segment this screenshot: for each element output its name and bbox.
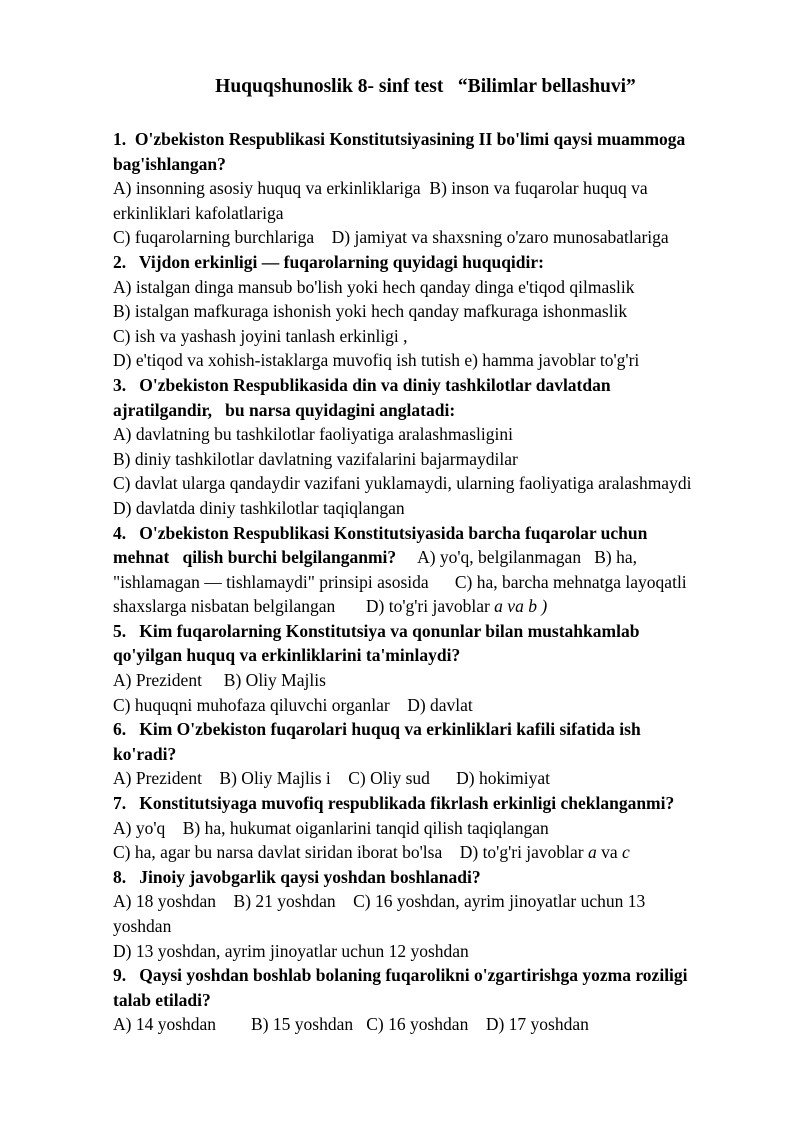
text-line bbox=[113, 988, 763, 1013]
text-line bbox=[113, 865, 763, 890]
text-line bbox=[113, 348, 763, 373]
text-run: A) yo'q B) ha, hukumat oiganlarini tanqid qilish taqiqlangan bbox=[113, 817, 549, 838]
text-line bbox=[113, 840, 763, 865]
text-line bbox=[113, 914, 763, 939]
text-run: A) 14 yoshdan B) 15 yoshdan C) 16 yoshdan D) 17 yoshdan bbox=[113, 1014, 589, 1035]
text-run: shaxslarga nisbatan belgilangan D) to'g'ri javoblar bbox=[113, 596, 495, 617]
text-line bbox=[113, 176, 763, 201]
text-run: A) istalgan dinga mansub bo'lish yoki hech qanday dinga e'tiqod qilmaslik bbox=[113, 276, 635, 297]
text-line bbox=[113, 570, 763, 595]
text-run: yoshdan bbox=[113, 916, 172, 936]
text-run: A) Prezident B) Oliy Majlis bbox=[113, 670, 326, 691]
text-run: "ishlamagan — tishlamaydi" prinsipi asosida C) ha, barcha mehnatga layoqatli bbox=[113, 571, 687, 592]
bold-text-run: 4. O'zbekiston Respublikasi Konstitutsiyasida barcha fuqarolar uchun bbox=[113, 522, 648, 543]
text-run: D) e'tiqod va xohish-istaklarga muvofiq ish tutish e) hamma javoblar to'g'ri bbox=[113, 350, 640, 371]
text-line bbox=[113, 471, 763, 496]
bold-text-run: ajratilgandir, bu narsa quyidagini anglatadi: bbox=[113, 399, 456, 420]
text-line bbox=[113, 619, 763, 644]
text-line bbox=[113, 766, 763, 791]
bold-text-run: bag'ishlangan? bbox=[113, 153, 226, 174]
document-title: Huquqshunoslik 8- sinf test “Bilimlar bellashuvi” bbox=[215, 76, 636, 97]
text-run: D) davlatda diniy tashkilotlar taqiqlangan bbox=[113, 497, 405, 518]
text-line bbox=[113, 643, 763, 668]
bold-text-run: qo'yilgan huquq va erkinliklarini ta'minlaydi? bbox=[113, 645, 461, 666]
text-run: A) davlatning bu tashkilotlar faoliyatiga aralashmasligini bbox=[113, 424, 513, 445]
text-line bbox=[113, 1012, 763, 1037]
text-line bbox=[113, 521, 763, 546]
text-line bbox=[113, 889, 763, 914]
text-line bbox=[113, 816, 763, 841]
text-line bbox=[113, 594, 763, 619]
bold-text-run: 9. Qaysi yoshdan boshlab bolaning fuqarolikni o'zgartirishga yozma roziligi bbox=[113, 965, 688, 986]
text-run: A) Prezident B) Oliy Majlis i C) Oliy sud D) hokimiyat bbox=[113, 768, 550, 789]
text-line bbox=[113, 324, 763, 349]
bold-text-run: mehnat qilish burchi belgilanganmi? bbox=[113, 547, 397, 568]
bold-text-run: 6. Kim O'zbekiston fuqarolari huquq va erkinliklari kafili sifatida ish bbox=[113, 719, 641, 740]
text-run: D) 13 yoshdan, ayrim jinoyatlar uchun 12 yoshdan bbox=[113, 940, 469, 961]
bold-text-run: 1. O'zbekiston Respublikasi Konstitutsiyasining II bo'limi qaysi muammoga bbox=[113, 129, 686, 149]
text-run: C) davlat ularga qandaydir vazifani yuklamaydi, ularning faoliyatiga aralashmaydi bbox=[113, 473, 692, 494]
text-line bbox=[113, 127, 763, 152]
text-run: C) huquqni muhofaza qiluvchi organlar D) davlat bbox=[113, 694, 473, 715]
text-run: A) yo'q, belgilanmagan B) ha, bbox=[396, 547, 637, 568]
text-run: B) diniy tashkilotlar davlatning vazifalarini bajarmaydilar bbox=[113, 448, 518, 469]
text-line bbox=[113, 398, 763, 423]
text-run: C) ish va yashash joyini tanlash erkinligi , bbox=[113, 325, 408, 346]
text-line bbox=[113, 422, 763, 447]
italic-text-run: a bbox=[588, 842, 597, 863]
bold-text-run: ko'radi? bbox=[113, 743, 177, 764]
text-line bbox=[113, 373, 763, 398]
text-run: A) 18 yoshdan B) 21 yoshdan C) 16 yoshdan, ayrim jinoyatlar uchun 13 bbox=[113, 891, 646, 912]
text-line bbox=[113, 275, 763, 300]
text-line bbox=[113, 299, 763, 324]
text-run: B) istalgan mafkuraga ishonish yoki hech qanday mafkuraga ishonmaslik bbox=[113, 301, 628, 322]
text-line bbox=[113, 545, 763, 570]
text-line bbox=[113, 717, 763, 742]
bold-text-run: 3. O'zbekiston Respublikasida din va diniy tashkilotlar davlatdan bbox=[113, 374, 611, 395]
bold-text-run: 7. Konstitutsiyaga muvofiq respublikada fikrlash erkinligi cheklanganmi? bbox=[113, 793, 675, 814]
text-run: va bbox=[596, 842, 623, 863]
text-line bbox=[113, 791, 763, 816]
text-line bbox=[113, 250, 763, 275]
text-run: C) fuqarolarning burchlariga D) jamiyat va shaxsning o'zaro munosabatlariga bbox=[113, 227, 669, 248]
text-run: C) ha, agar bu narsa davlat siridan iborat bo'lsa D) to'g'ri javoblar bbox=[113, 842, 589, 863]
text-line bbox=[113, 201, 763, 226]
text-line bbox=[113, 963, 763, 988]
italic-text-run: a va b ) bbox=[494, 596, 548, 617]
text-line bbox=[113, 152, 763, 177]
bold-text-run: 2. Vijdon erkinligi — fuqarolarning quyidagi huquqidir: bbox=[113, 251, 544, 272]
document-body bbox=[113, 127, 763, 1037]
text-line bbox=[113, 742, 763, 767]
text-line bbox=[113, 447, 763, 472]
bold-text-run: talab etiladi? bbox=[113, 989, 211, 1010]
text-run: A) insonning asosiy huquq va erkinliklariga B) inson va fuqarolar huquq va bbox=[113, 178, 648, 199]
text-run: erkinliklari kafolatlariga bbox=[113, 202, 284, 223]
text-line bbox=[113, 693, 763, 718]
bold-text-run: 8. Jinoiy javobgarlik qaysi yoshdan boshlanadi? bbox=[113, 866, 481, 887]
bold-text-run: 5. Kim fuqarolarning Konstitutsiya va qonunlar bilan mustahkamlab bbox=[113, 620, 640, 641]
italic-text-run: c bbox=[622, 842, 630, 863]
text-line bbox=[113, 939, 763, 964]
text-line bbox=[113, 496, 763, 521]
text-line bbox=[113, 668, 763, 693]
text-line bbox=[113, 225, 763, 250]
